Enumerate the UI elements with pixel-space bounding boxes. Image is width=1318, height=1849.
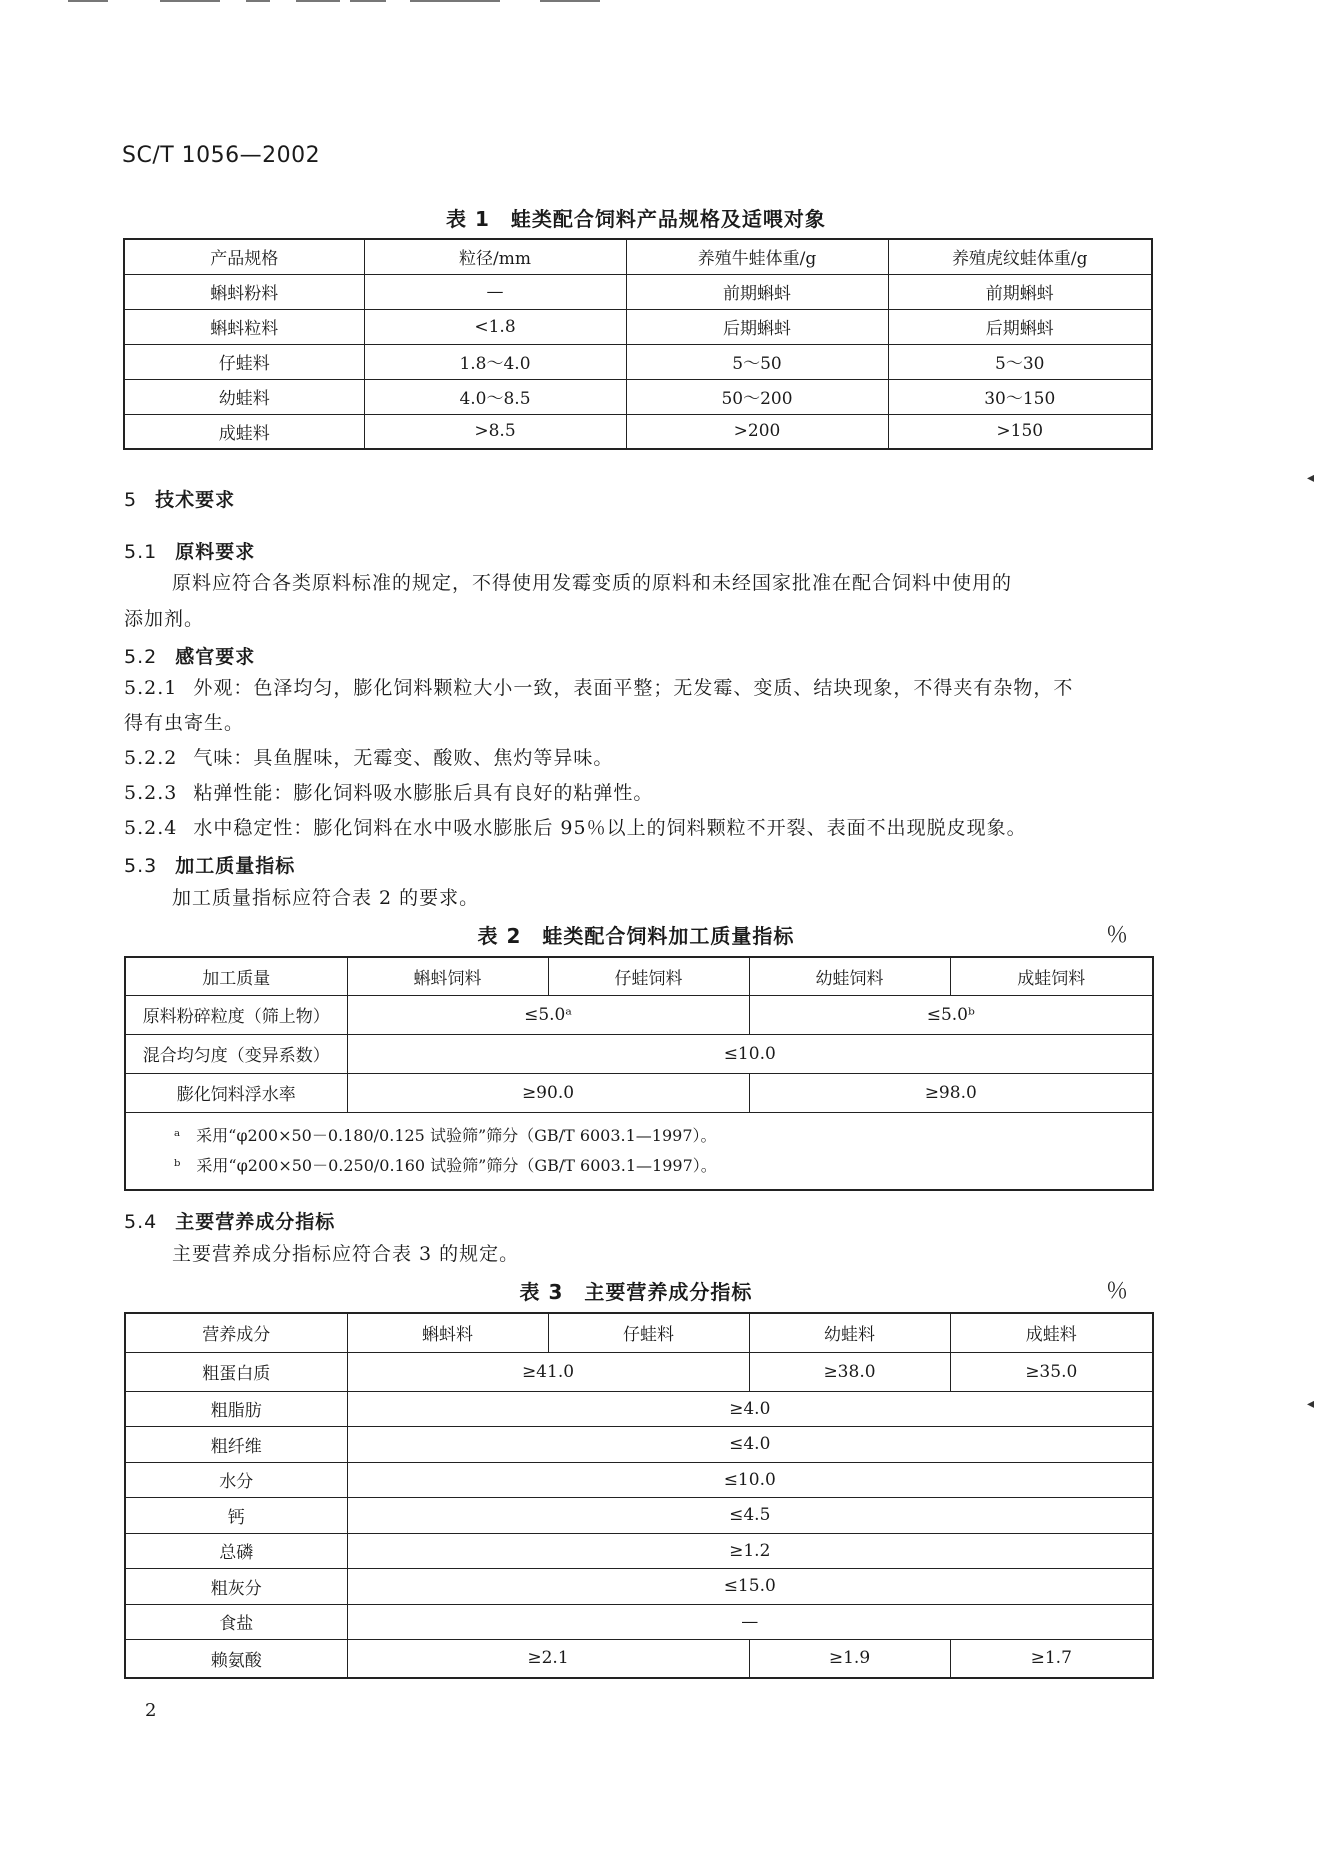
table-cell: 5～50 <box>626 344 888 379</box>
table-cell: 前期蝌蚪 <box>888 274 1152 309</box>
table-cell: >8.5 <box>364 414 626 449</box>
scan-artifact <box>68 0 108 2</box>
section-5-3-text: 加工质量指标应符合表 2 的要求。 <box>172 887 480 909</box>
table-row <box>125 1639 1153 1678</box>
table-cell: 原料粉碎粒度（筛上物） <box>125 995 347 1034</box>
section-5-1-text-line2: 添加剂。 <box>124 608 205 630</box>
table-cell: 蝌蚪粉料 <box>124 274 364 309</box>
table-cell: ≤10.0 <box>347 1034 1153 1073</box>
section-text: 水中稳定性：膨化饲料在水中吸水膨胀后 95％以上的饲料颗粒不开裂、表面不出现脱皮现象。 <box>193 817 1027 839</box>
section-text: 气味：具鱼腥味，无霉变、酸败、焦灼等异味。 <box>193 747 614 769</box>
section-number: 5.2.2 <box>124 747 178 769</box>
table-cell: ≤15.0 <box>347 1568 1153 1604</box>
section-5-1-heading <box>124 537 255 564</box>
section-title: 原料要求 <box>175 541 256 563</box>
table-row <box>125 1426 1153 1462</box>
table2 <box>124 956 1154 1191</box>
section-number: 5.4 <box>124 1211 158 1233</box>
table-cell: <1.8 <box>364 309 626 344</box>
table2-header-row <box>125 957 1153 995</box>
table-cell: >150 <box>888 414 1152 449</box>
section-number: 5.2 <box>124 646 158 668</box>
table2-header-cell: 仔蛙饲料 <box>548 957 749 995</box>
table-cell: ≤5.0ᵇ <box>749 995 1153 1034</box>
table-cell: ≥38.0 <box>749 1352 950 1391</box>
table-cell: ≤5.0ᵃ <box>347 995 749 1034</box>
table2-notes-row <box>125 1112 1153 1190</box>
table-cell: 4.0～8.5 <box>364 379 626 414</box>
table-cell: 仔蛙料 <box>124 344 364 379</box>
section-title: 主要营养成分指标 <box>175 1211 336 1233</box>
table-cell: 蝌蚪粒料 <box>124 309 364 344</box>
section-5-2-1 <box>124 671 1073 705</box>
section-5-2-3 <box>124 776 653 810</box>
table1-header-cell: 养殖虎纹蛙体重/g <box>888 239 1152 274</box>
table-row <box>125 1073 1153 1112</box>
table-row <box>125 1391 1153 1426</box>
section-5-2-heading <box>124 642 255 669</box>
table-cell: 成蛙料 <box>124 414 364 449</box>
table-cell: — <box>364 274 626 309</box>
table-cell: ≤10.0 <box>347 1462 1153 1497</box>
table2-notes <box>125 1112 1153 1190</box>
table-cell: 5～30 <box>888 344 1152 379</box>
table-cell: 前期蝌蚪 <box>626 274 888 309</box>
section-5-heading <box>124 485 235 512</box>
table-row <box>125 1034 1153 1073</box>
section-5-4-heading <box>124 1207 335 1234</box>
section-number: 5.1 <box>124 541 158 563</box>
table-row <box>124 309 1152 344</box>
table-cell: 钙 <box>125 1497 347 1533</box>
section-5-2-4 <box>124 811 1027 845</box>
table-cell: 总磷 <box>125 1533 347 1568</box>
table3-caption: 表 3 主要营养成分指标 <box>519 1280 753 1304</box>
section-number: 5.2.3 <box>124 782 178 804</box>
section-number: 5 <box>124 489 138 511</box>
section-text: 粘弹性能：膨化饲料吸水膨胀后具有良好的粘弹性。 <box>193 782 654 804</box>
table-row <box>125 1533 1153 1568</box>
table-cell: ≥1.9 <box>749 1639 950 1678</box>
section-number: 5.2.1 <box>124 677 178 699</box>
table2-note: ᵇ 采用“φ200×50－0.250/0.160 试验筛”筛分（GB/T 6003.1—1997）。 <box>174 1155 717 1175</box>
table1-header-cell: 粒径/mm <box>364 239 626 274</box>
table3 <box>124 1312 1154 1679</box>
table1-caption: 表 1 蛙类配合饲料产品规格及适喂对象 <box>446 207 826 231</box>
table-cell: — <box>347 1604 1153 1639</box>
table1-header-cell: 产品规格 <box>124 239 364 274</box>
table3-header-row <box>125 1313 1153 1352</box>
table-row <box>124 344 1152 379</box>
table-cell: 后期蝌蚪 <box>888 309 1152 344</box>
scan-edge-mark: ◂ <box>1306 470 1314 486</box>
standard-code: SC/T 1056—2002 <box>122 143 321 168</box>
table-cell: 水分 <box>125 1462 347 1497</box>
table1-header-cell: 养殖牛蛙体重/g <box>626 239 888 274</box>
table-cell: 幼蛙料 <box>124 379 364 414</box>
table2-note: ᵃ 采用“φ200×50－0.180/0.125 试验筛”筛分（GB/T 6003.1—1997）。 <box>174 1125 717 1145</box>
table-cell: ≥98.0 <box>749 1073 1153 1112</box>
table-cell: ≤4.0 <box>347 1426 1153 1462</box>
table-cell: ≥90.0 <box>347 1073 749 1112</box>
section-title: 感官要求 <box>175 646 256 668</box>
page-number: 2 <box>145 1700 157 1721</box>
table-cell: 食盐 <box>125 1604 347 1639</box>
table-cell: 膨化饲料浮水率 <box>125 1073 347 1112</box>
table2-header-cell: 幼蛙饲料 <box>749 957 950 995</box>
table3-header-cell: 仔蛙料 <box>548 1313 749 1352</box>
table-cell: ≥1.7 <box>950 1639 1153 1678</box>
table2-caption: 表 2 蛙类配合饲料加工质量指标 <box>477 924 795 948</box>
section-5-1-text-line1: 原料应符合各类原料标准的规定，不得使用发霉变质的原料和未经国家批准在配合饲料中使用的 <box>172 572 1013 594</box>
scan-artifact <box>410 0 500 2</box>
table-row <box>125 1604 1153 1639</box>
section-5-4-text: 主要营养成分指标应符合表 3 的规定。 <box>172 1243 520 1265</box>
section-5-2-1-line2: 得有虫寄生。 <box>124 712 245 734</box>
table3-header-cell: 成蛙料 <box>950 1313 1153 1352</box>
table1-header-row <box>124 239 1152 274</box>
table3-header-cell: 蝌蚪料 <box>347 1313 548 1352</box>
table-cell: 后期蝌蚪 <box>626 309 888 344</box>
table3-unit: ％ <box>1106 1279 1129 1304</box>
section-5-2-2 <box>124 741 613 775</box>
table-row <box>125 1352 1153 1391</box>
table-cell: ≥35.0 <box>950 1352 1153 1391</box>
table-cell: ≥2.1 <box>347 1639 749 1678</box>
table-row <box>125 1497 1153 1533</box>
table-cell: 粗纤维 <box>125 1426 347 1462</box>
table-cell: 粗脂肪 <box>125 1391 347 1426</box>
table-cell: 50～200 <box>626 379 888 414</box>
scan-artifact <box>540 0 600 2</box>
table3-header-cell: 幼蛙料 <box>749 1313 950 1352</box>
table-cell: ≥4.0 <box>347 1391 1153 1426</box>
section-title: 加工质量指标 <box>175 855 296 877</box>
scan-artifact <box>296 0 340 2</box>
table-row <box>124 414 1152 449</box>
table2-header-cell: 成蛙饲料 <box>950 957 1153 995</box>
table2-unit: ％ <box>1106 923 1129 948</box>
table-cell: ≤4.5 <box>347 1497 1153 1533</box>
section-title: 技术要求 <box>155 489 236 511</box>
section-number: 5.3 <box>124 855 158 877</box>
table-cell: >200 <box>626 414 888 449</box>
table3-header-cell: 营养成分 <box>125 1313 347 1352</box>
table2-header-cell: 加工质量 <box>125 957 347 995</box>
table2-header-cell: 蝌蚪饲料 <box>347 957 548 995</box>
section-text: 外观：色泽均匀，膨化饲料颗粒大小一致，表面平整；无发霉、变质、结块现象，不得夹有杂物，不 <box>193 677 1074 699</box>
scan-artifact <box>246 0 270 2</box>
scan-edge-mark: ◂ <box>1306 1396 1314 1412</box>
table-row <box>124 274 1152 309</box>
table-cell: 粗灰分 <box>125 1568 347 1604</box>
section-5-3-heading <box>124 851 295 878</box>
section-number: 5.2.4 <box>124 817 178 839</box>
scan-artifact <box>160 0 220 2</box>
table-row <box>124 379 1152 414</box>
table-cell: 1.8～4.0 <box>364 344 626 379</box>
table1 <box>123 238 1153 450</box>
table-cell: ≥41.0 <box>347 1352 749 1391</box>
scan-artifact <box>350 0 386 2</box>
table-row <box>125 1462 1153 1497</box>
table-cell: ≥1.2 <box>347 1533 1153 1568</box>
table-cell: 混合均匀度（变异系数） <box>125 1034 347 1073</box>
table-cell: 赖氨酸 <box>125 1639 347 1678</box>
table-cell: 30～150 <box>888 379 1152 414</box>
table-row <box>125 995 1153 1034</box>
table-cell: 粗蛋白质 <box>125 1352 347 1391</box>
table-row <box>125 1568 1153 1604</box>
